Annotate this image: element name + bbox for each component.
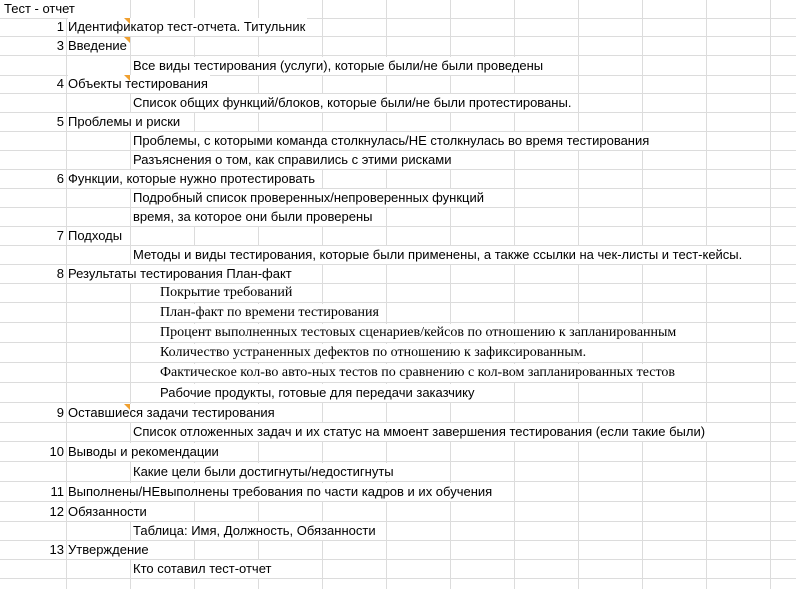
- row-text[interactable]: Разъяснения о том, как справились с этими рисками: [133, 152, 452, 167]
- table-row[interactable]: [0, 227, 796, 246]
- row-number[interactable]: [2, 208, 64, 226]
- row-number[interactable]: 4: [56, 76, 64, 91]
- row-text[interactable]: время, за которое они были проверены: [133, 209, 373, 224]
- table-row[interactable]: [0, 364, 796, 383]
- row-number[interactable]: 10: [49, 444, 64, 459]
- row-text[interactable]: [68, 579, 70, 589]
- row-text[interactable]: Таблица: Имя, Должность, Обязанности: [133, 523, 376, 538]
- comment-indicator-icon[interactable]: [124, 18, 130, 24]
- row-text[interactable]: Количество устраненных дефектов по отношению к зафиксированным.: [160, 345, 587, 360]
- table-row[interactable]: [0, 304, 796, 323]
- table-row[interactable]: [0, 284, 796, 303]
- row-text[interactable]: Покрытие требований: [160, 285, 293, 300]
- table-row[interactable]: [0, 503, 796, 522]
- table-row[interactable]: [0, 94, 796, 113]
- row-number[interactable]: [2, 324, 64, 342]
- table-row[interactable]: [0, 560, 796, 579]
- table-row[interactable]: [0, 18, 796, 37]
- table-row[interactable]: [0, 113, 796, 132]
- row-text[interactable]: Введение: [68, 38, 127, 53]
- table-row[interactable]: [0, 57, 796, 76]
- table-row[interactable]: [0, 344, 796, 363]
- row-text[interactable]: Объекты тестирования: [68, 76, 208, 91]
- row-text[interactable]: Фактическое кол-во авто-ных тестов по сравнению с кол-вом запланированных тестов: [160, 365, 676, 380]
- row-number[interactable]: [2, 579, 64, 589]
- sheet-title-row[interactable]: [0, 0, 796, 19]
- table-row[interactable]: [0, 579, 796, 589]
- row-number[interactable]: 5: [56, 114, 64, 129]
- table-row[interactable]: [0, 265, 796, 284]
- row-text[interactable]: Идентификатор тест-отчета. Титульник: [68, 19, 306, 34]
- row-number[interactable]: [2, 94, 64, 112]
- table-row[interactable]: [0, 170, 796, 189]
- row-number[interactable]: [2, 246, 64, 264]
- row-number[interactable]: [2, 423, 64, 441]
- table-row[interactable]: [0, 324, 796, 343]
- row-text[interactable]: Утверждение: [68, 542, 149, 557]
- table-row[interactable]: [0, 463, 796, 482]
- row-number[interactable]: [2, 463, 64, 481]
- row-number[interactable]: 3: [56, 38, 64, 53]
- row-text[interactable]: Проблемы, с которыми команда столкнулась/НЕ столкнулась во время тестирования: [133, 133, 650, 148]
- table-row[interactable]: [0, 151, 796, 170]
- row-number[interactable]: [2, 364, 64, 382]
- row-number[interactable]: 8: [56, 266, 64, 281]
- table-row[interactable]: [0, 384, 796, 403]
- row-text[interactable]: Обязанности: [68, 504, 147, 519]
- row-number[interactable]: [2, 189, 64, 207]
- table-row[interactable]: [0, 246, 796, 265]
- row-text[interactable]: Все виды тестирования (услуги), которые были/не были проведены: [133, 58, 544, 73]
- comment-indicator-icon[interactable]: [124, 37, 130, 43]
- row-text[interactable]: Кто сотавил тест-отчет: [133, 561, 272, 576]
- row-number[interactable]: 6: [56, 171, 64, 186]
- row-number[interactable]: 12: [49, 504, 64, 519]
- row-text[interactable]: Какие цели были достигнуты/недостигнуты: [133, 464, 394, 479]
- table-row[interactable]: [0, 75, 796, 94]
- row-number[interactable]: 9: [56, 405, 64, 420]
- table-row[interactable]: [0, 404, 796, 423]
- row-text[interactable]: Функции, которые нужно протестировать: [68, 171, 316, 186]
- row-number[interactable]: 7: [56, 228, 64, 243]
- table-row[interactable]: [0, 189, 796, 208]
- row-number[interactable]: 11: [50, 484, 64, 499]
- table-row[interactable]: [0, 37, 796, 56]
- row-number[interactable]: [2, 57, 64, 75]
- row-number[interactable]: [2, 132, 64, 150]
- row-text[interactable]: Проблемы и риски: [68, 114, 181, 129]
- row-text[interactable]: Рабочие продукты, готовые для передачи заказчику: [160, 385, 475, 400]
- row-number[interactable]: 13: [49, 542, 64, 557]
- row-number[interactable]: [2, 284, 64, 302]
- row-text[interactable]: Результаты тестирования План-факт: [68, 266, 292, 281]
- table-row[interactable]: [0, 522, 796, 541]
- row-text[interactable]: Список общих функций/блоков, которые были/не были протестированы.: [133, 95, 572, 110]
- row-number[interactable]: [2, 560, 64, 578]
- row-number[interactable]: [2, 304, 64, 322]
- row-text[interactable]: План-факт по времени тестирования: [160, 305, 379, 320]
- table-row[interactable]: [0, 541, 796, 560]
- table-row[interactable]: [0, 483, 796, 502]
- comment-indicator-icon[interactable]: [124, 404, 130, 410]
- comment-indicator-icon[interactable]: [124, 75, 130, 81]
- table-row[interactable]: [0, 443, 796, 462]
- sheet-title[interactable]: Тест - отчет: [4, 1, 75, 16]
- row-number[interactable]: [2, 151, 64, 169]
- row-number[interactable]: [2, 384, 64, 402]
- row-text[interactable]: Подробный список проверенных/непроверенных функций: [133, 190, 484, 205]
- row-text[interactable]: Оставшиеся задачи тестирования: [68, 405, 275, 420]
- row-number[interactable]: 1: [56, 19, 64, 34]
- row-text[interactable]: Процент выполненных тестовых сценариев/кейсов по отношению к запланированным: [160, 325, 677, 340]
- table-row[interactable]: [0, 132, 796, 151]
- row-text[interactable]: Выполнены/НЕвыполнены требования по части кадров и их обучения: [68, 484, 493, 499]
- row-text[interactable]: Выводы и рекомендации: [68, 444, 219, 459]
- row-text[interactable]: Методы и виды тестирования, которые были применены, а также ссылки на чек-листы и тест-кейсы.: [133, 247, 743, 262]
- row-number[interactable]: [2, 522, 64, 540]
- row-number[interactable]: [2, 344, 64, 362]
- row-text[interactable]: Подходы: [68, 228, 123, 243]
- row-text[interactable]: Список отложенных задач и их статус на ммоент завершения тестирования (если такие были): [133, 424, 706, 439]
- table-row[interactable]: [0, 423, 796, 442]
- table-row[interactable]: [0, 208, 796, 227]
